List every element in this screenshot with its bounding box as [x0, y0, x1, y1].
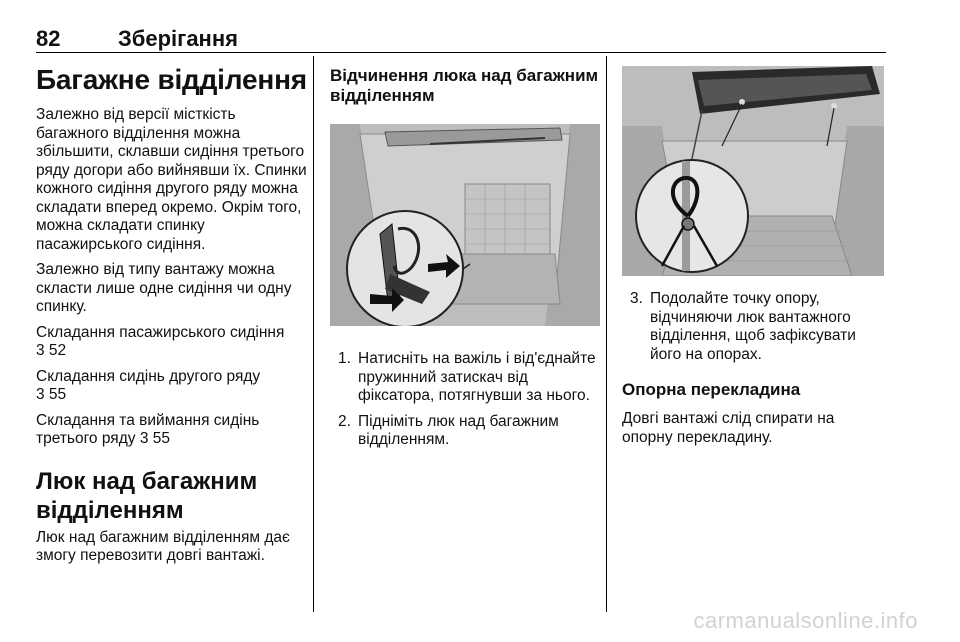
step-text: Натисніть на важіль і від'єднайте пружинний затискач від фіксатора, потягнувши за нього.	[358, 350, 596, 404]
step-number: 1.	[338, 350, 351, 367]
cross-reference-text: Складання пасажирського сидіння	[36, 323, 285, 341]
column-3	[622, 56, 884, 454]
cover-support-illustration	[622, 66, 884, 276]
column-1	[36, 56, 312, 573]
illustration-load-compartment-lever	[330, 124, 600, 326]
page-title: Багажне відділення	[36, 64, 307, 95]
section-heading: Люк над багажним відділенням	[36, 467, 258, 524]
paragraph: Залежно від версії місткість багажного відділення можна збільшити, склавши сидіння третього ряду догори або вийнявши їх. Спинки кожного сидіння другого ряду можна складати вперед окремо. Окрім того, можна складати спинку пасажирського сидіння.	[36, 106, 307, 253]
instruction-list	[330, 350, 600, 450]
subsection-heading: Відчинення люка над багажним відділенням	[330, 66, 599, 105]
step-number: 2.	[338, 412, 351, 430]
illustration-load-compartment-cover-open	[622, 66, 884, 276]
paragraph: Довгі вантажі слід спирати на опорну перекладину.	[622, 410, 835, 446]
cross-reference-text: Складання сидінь другого ряду	[36, 367, 261, 385]
paragraph: Залежно від типу вантажу можна скласти лише одне сидіння чи одну спинку.	[36, 261, 292, 315]
cargo-interior-illustration	[330, 124, 600, 326]
paragraph: Люк над багажним відділенням дає змогу перевозити довгі вантажі.	[36, 528, 290, 564]
cross-reference-page[interactable]: 3 55	[36, 386, 67, 403]
step-text: Подолайте точку опору, відчиняючи люк вантажного відділення, щоб зафіксувати його на опорах.	[650, 290, 856, 363]
cross-reference[interactable]	[36, 368, 312, 405]
cross-reference-text: Складання та виймання сидінь третього ряду	[36, 411, 260, 447]
cross-reference-page[interactable]: 3 52	[36, 342, 67, 359]
column-divider	[313, 56, 314, 612]
page-number: 82	[36, 26, 61, 51]
column-2	[330, 56, 600, 457]
instruction-step	[330, 350, 600, 406]
page-header	[36, 26, 886, 53]
step-number: 3.	[630, 290, 643, 307]
instruction-list	[622, 290, 884, 364]
step-text: Підніміть люк над багажним відділенням.	[358, 412, 559, 448]
cross-reference[interactable]	[36, 412, 312, 449]
cross-reference[interactable]	[36, 324, 312, 361]
instruction-step	[330, 413, 600, 450]
instruction-step	[622, 290, 884, 364]
cross-reference-page[interactable]: 3 55	[139, 430, 170, 447]
section-title: Зберігання	[118, 26, 238, 51]
subsection-heading: Опорна перекладина	[622, 380, 801, 399]
column-divider	[606, 56, 607, 612]
watermark: carmanualsonline.info	[693, 608, 918, 633]
